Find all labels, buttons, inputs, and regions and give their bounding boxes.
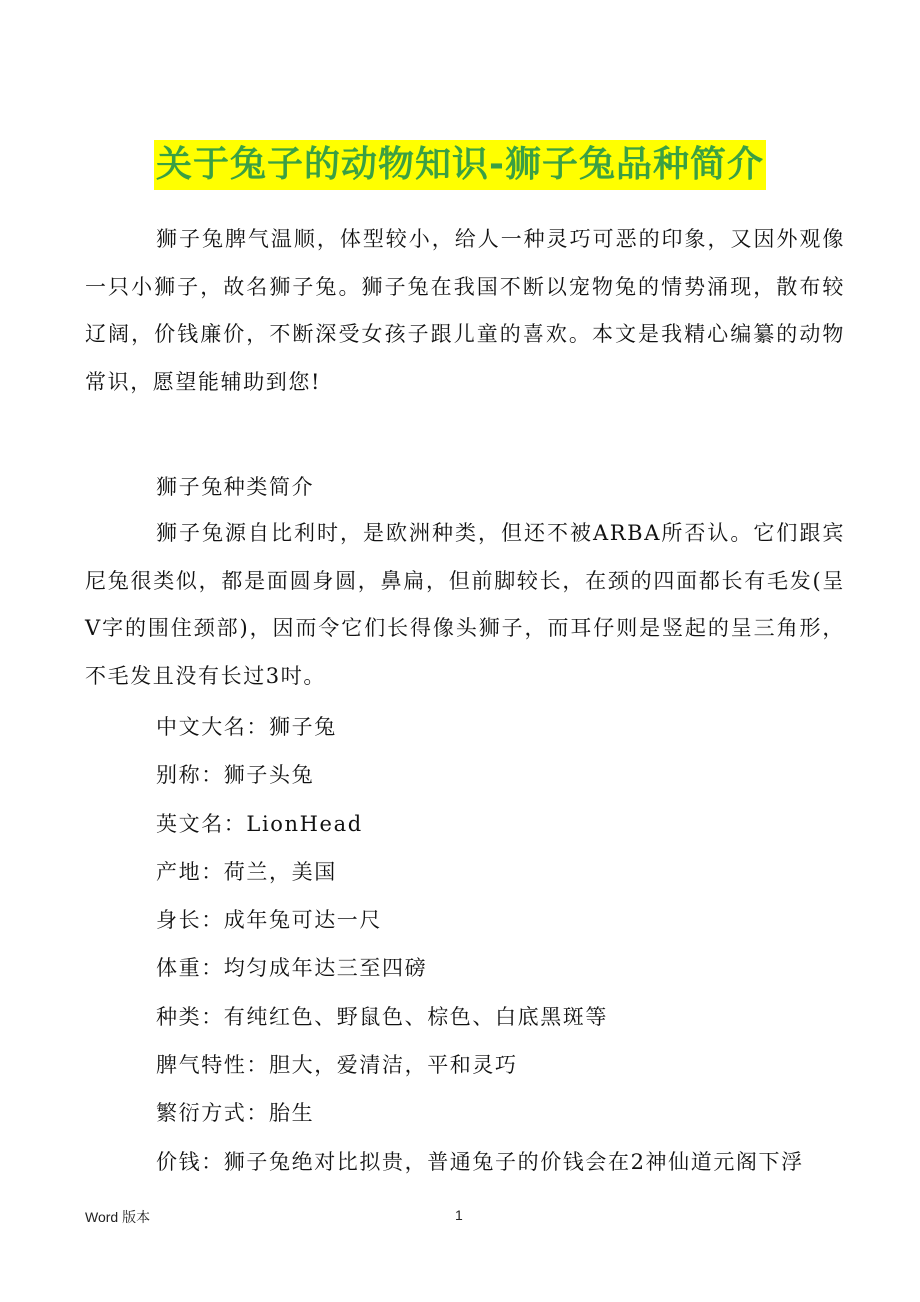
intro-paragraph: 狮子兔脾气温顺，体型较小，给人一种灵巧可恶的印象，又因外观像一只小狮子，故名狮子兔。狮子兔在我国不断以宠物兔的情势涌现，散布较辽阔，价钱廉价，不断深受女孩子跟儿童的喜欢。本文是我精心编纂的动物常识，愿望能辅助到您! [85,227,845,394]
footer-version-label: Word 版本 [85,1209,151,1225]
fact-body-length: 身长：成年兔可达一尺 [156,908,382,932]
fact-varieties: 种类：有纯红色、野鼠色、棕色、白底黑斑等 [156,1005,608,1029]
fact-price: 价钱：狮子兔绝对比拟贵，普通兔子的价钱会在2神仙道元阁下浮 [156,1150,804,1174]
section-body-paragraph: 狮子兔源自比利时，是欧洲种类，但还不被ARBA所否认。它们跟宾尼兔很类似，都是面圆身圆，鼻扁，但前脚较长，在颈的四面都长有毛发(呈V字的围住颈部)，因而令它们长得像头狮子，而耳仔则是竖起的呈三角形，不毛发且没有长过3吋。 [85,521,845,688]
fact-weight: 体重：均匀成年达三至四磅 [156,956,428,980]
fact-english-name: 英文名：LionHead [156,812,363,836]
document-title: 关于兔子的动物知识-狮子兔品种简介 [154,140,766,190]
fact-origin: 产地：荷兰，美国 [156,860,337,884]
section-heading: 狮子兔种类简介 [156,475,315,499]
footer-page-number: 1 [455,1207,463,1223]
fact-temperament: 脾气特性：胆大，爱清洁，平和灵巧 [156,1053,518,1077]
fact-reproduction: 繁衍方式：胎生 [156,1101,315,1125]
title-container [0,140,920,190]
fact-chinese-name: 中文大名：狮子兔 [156,715,337,739]
fact-alias: 别称：狮子头兔 [156,763,315,787]
